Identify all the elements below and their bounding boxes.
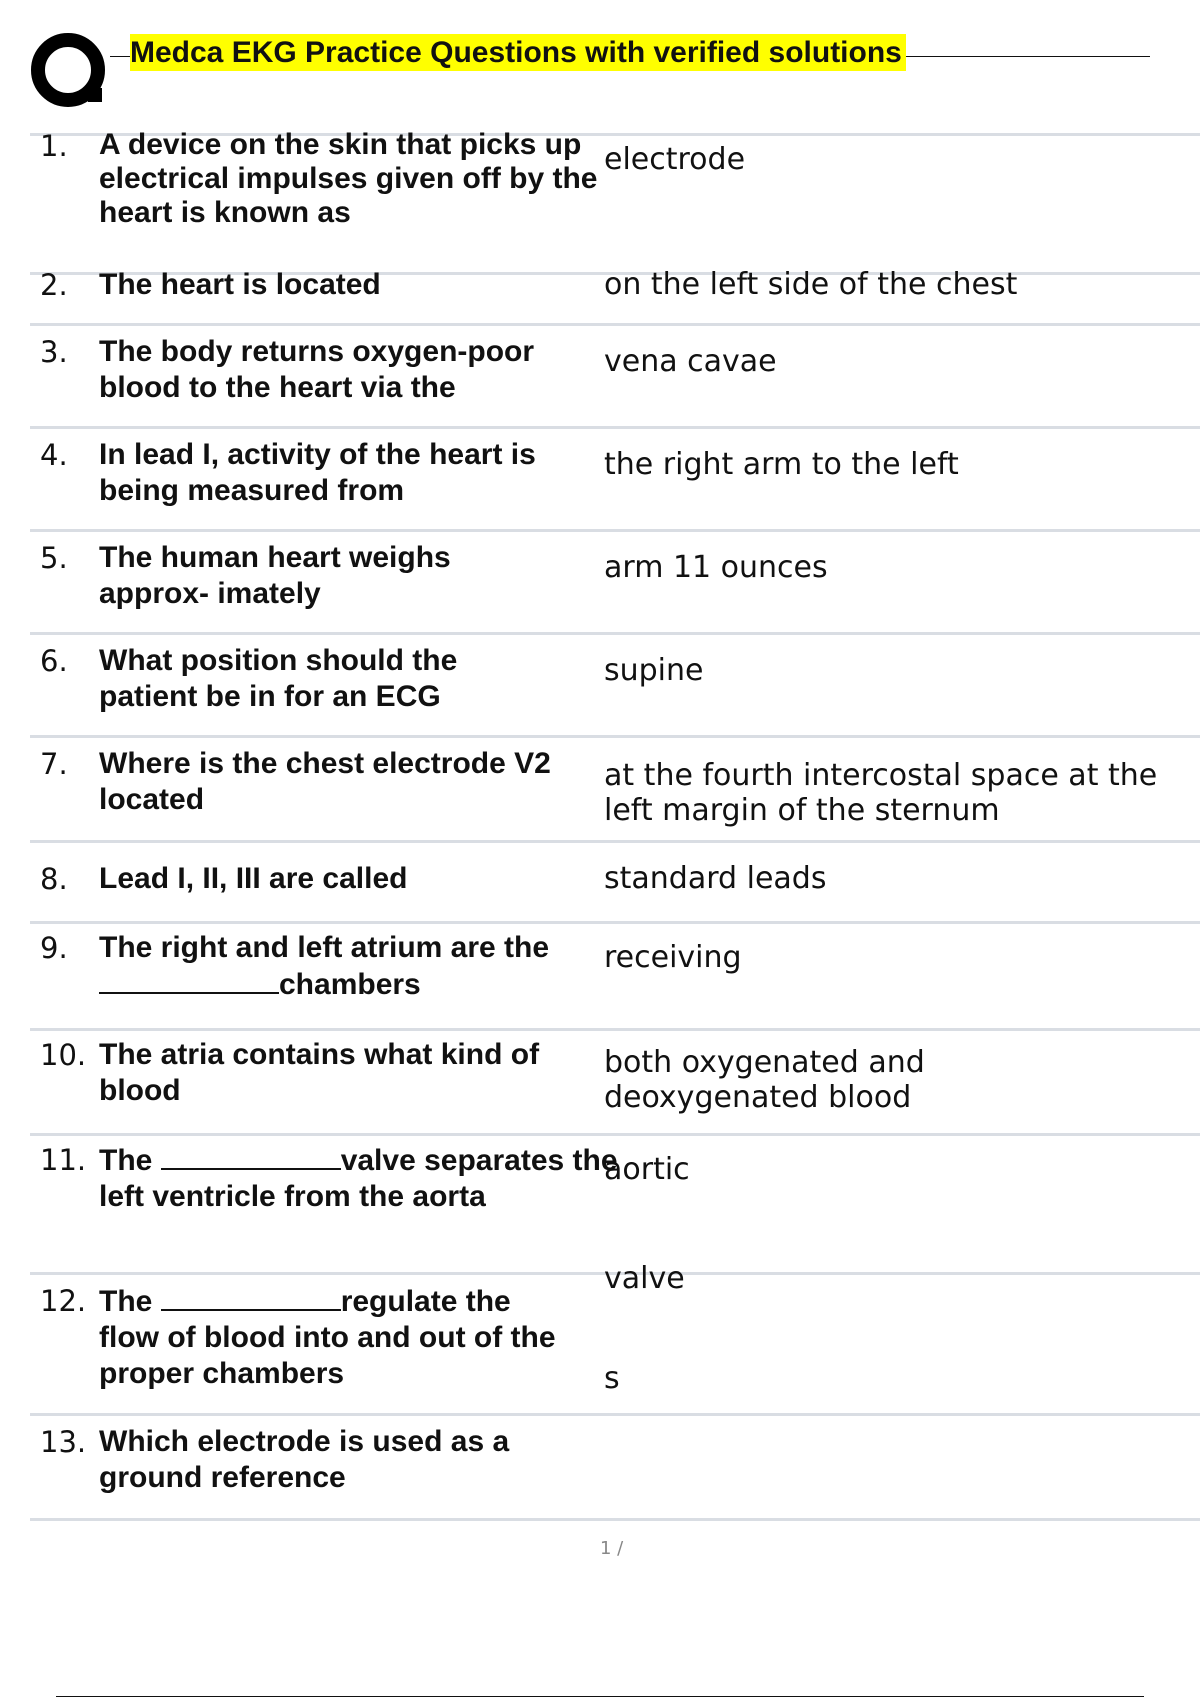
- answer-text: arm 11 ounces: [604, 550, 828, 585]
- answer-text: at the fourth intercostal space at the left margin of the sternum: [604, 758, 1158, 828]
- question-text: Which electrode is used as a ground reference: [99, 1425, 510, 1494]
- question-text: [99, 1283, 579, 1392]
- fill-in-blank: [161, 1142, 341, 1170]
- question-number: 9.: [40, 931, 68, 965]
- answer-text: receiving: [604, 940, 742, 975]
- answer-text: both oxygenated and deoxygenated blood: [604, 1045, 925, 1115]
- qa-row: [30, 921, 1200, 1028]
- question-text-part: The: [99, 1285, 153, 1318]
- question-number: 6.: [40, 644, 68, 678]
- question-text: The body returns oxygen-poor blood to the heart via the: [99, 335, 535, 404]
- question-text: Where is the chest electrode V2 located: [99, 747, 551, 816]
- question-text-part: valve separates the left ventricle from the aorta: [99, 1144, 618, 1213]
- question-text-part: The right and left atrium are the: [99, 931, 550, 964]
- question-number: 12.: [40, 1284, 87, 1318]
- question-number: 3.: [40, 335, 68, 369]
- question-number: 2.: [40, 268, 68, 302]
- question-number: 13.: [40, 1425, 87, 1459]
- question-number: 5.: [40, 541, 68, 575]
- page-number: 1 /: [600, 1538, 624, 1559]
- answer-text: vena cavae: [604, 344, 777, 379]
- answer-text: valve: [604, 1261, 685, 1296]
- question-number: 4.: [40, 438, 68, 472]
- qa-row: [30, 1133, 1200, 1272]
- page-title: Medca EKG Practice Questions with verified solutions: [130, 34, 906, 71]
- qa-row: [30, 840, 1200, 921]
- question-text: In lead I, activity of the heart is being measured from: [99, 438, 536, 507]
- question-text-part: chambers: [279, 968, 421, 1001]
- answer-text: supine: [604, 653, 704, 688]
- qa-row: [30, 632, 1200, 735]
- question-text: Lead I, II, III are called: [99, 862, 408, 895]
- answer-text: the right arm to the left: [604, 447, 959, 482]
- question-text-part: The: [99, 1144, 153, 1177]
- qa-row: [30, 426, 1200, 529]
- answer-text: electrode: [604, 142, 746, 177]
- qa-row: [30, 267, 1200, 323]
- question-text: [99, 930, 619, 1003]
- question-text-part: regulate the flow of blood into and out of the proper chambers: [99, 1285, 556, 1390]
- qa-table: [30, 128, 1200, 1521]
- question-text: The atria contains what kind of blood: [99, 1038, 540, 1107]
- qa-row: [30, 1413, 1200, 1521]
- question-text: The heart is located: [99, 268, 381, 301]
- question-text: [99, 1142, 619, 1215]
- fill-in-blank: [161, 1283, 341, 1311]
- question-number: 8.: [40, 862, 68, 896]
- qa-row: [30, 323, 1200, 426]
- question-text: What position should the patient be in for an ECG: [99, 644, 458, 713]
- answer-text: on the left side of the chest: [604, 267, 1018, 302]
- qa-row: [30, 128, 1200, 272]
- question-number: 1.: [40, 129, 68, 163]
- answer-text-continued: s: [604, 1361, 620, 1396]
- question-text: The human heart weighs approx- imately: [99, 541, 451, 610]
- qa-row: [30, 1028, 1200, 1133]
- answer-text: standard leads: [604, 861, 827, 896]
- question-number: 10.: [40, 1038, 87, 1072]
- question-number: 7.: [40, 747, 68, 781]
- question-text: A device on the skin that picks up electrical impulses given off by the heart is known as: [99, 128, 598, 229]
- fill-in-blank: [99, 966, 279, 994]
- qa-row: [30, 1261, 1200, 1413]
- answer-text: aortic: [604, 1152, 690, 1187]
- qa-row: [30, 735, 1200, 840]
- footer-rule: [56, 1696, 1144, 1697]
- question-number: 11.: [40, 1143, 87, 1177]
- logo-icon: [30, 30, 110, 110]
- qa-row: [30, 529, 1200, 632]
